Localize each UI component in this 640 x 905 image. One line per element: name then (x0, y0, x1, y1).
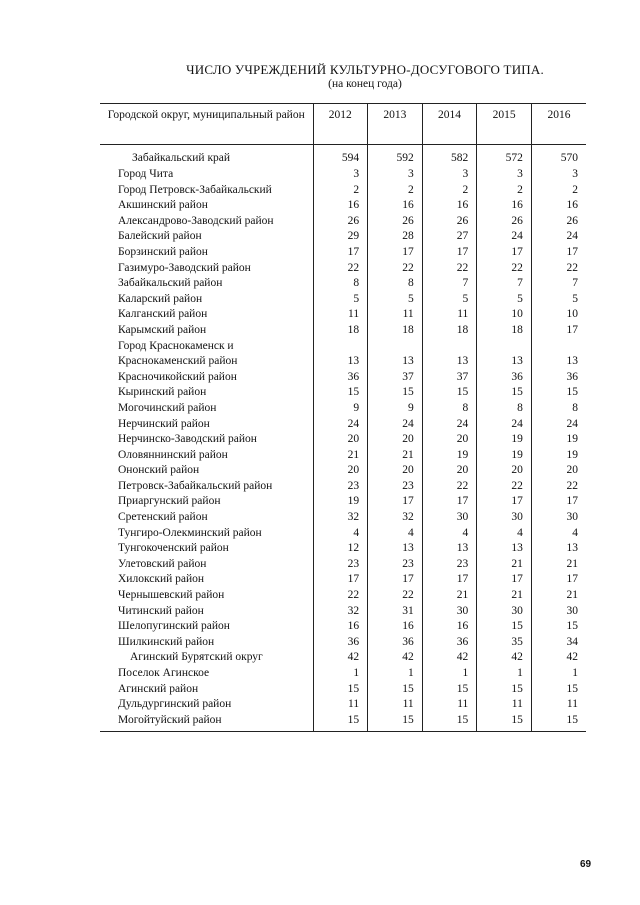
cell-value: 15 (477, 619, 532, 635)
row-label: Читинский район (118, 604, 204, 617)
cell-value: 15 (313, 713, 368, 732)
cell-value: 37 (422, 370, 477, 386)
row-label: Поселок Агинское (118, 667, 210, 679)
cell-value: 11 (422, 697, 477, 713)
cell-value: 3 (477, 167, 532, 183)
cell-value: 21 (313, 448, 368, 464)
cell-value: 4 (531, 526, 586, 542)
table-row (100, 385, 586, 401)
cell-value: 36 (313, 635, 368, 651)
cell-value: 42 (313, 650, 368, 666)
cell-value: 19 (477, 432, 532, 448)
row-label: Петровск-Забайкальский район (118, 479, 273, 492)
cell-value: 30 (477, 604, 532, 620)
cell-value: 7 (477, 276, 532, 292)
cell-value (422, 339, 477, 355)
cell-value: 36 (477, 370, 532, 386)
row-label: Дульдургинский район (118, 698, 232, 711)
cell-value: 26 (368, 214, 423, 230)
table-row (100, 198, 586, 214)
cell-value: 31 (368, 604, 423, 620)
cell-value: 15 (531, 385, 586, 401)
cell-value: 24 (477, 229, 532, 245)
cell-value: 9 (368, 401, 423, 417)
column-header-year: 2014 (422, 104, 477, 145)
cell-value: 16 (368, 198, 423, 214)
cell-value: 5 (531, 292, 586, 308)
cell-value: 36 (313, 370, 368, 386)
cell-value: 11 (531, 697, 586, 713)
cell-value: 1 (477, 666, 532, 682)
table-row (100, 183, 586, 199)
cell-value: 17 (477, 494, 532, 510)
cell-value: 19 (313, 494, 368, 510)
cell-value: 20 (531, 463, 586, 479)
cell-value: 16 (313, 198, 368, 214)
cell-value: 15 (422, 682, 477, 698)
cell-value: 20 (368, 432, 423, 448)
cell-value: 15 (313, 385, 368, 401)
cell-value: 28 (368, 229, 423, 245)
column-header-year: 2016 (531, 104, 586, 145)
cell-value: 17 (313, 572, 368, 588)
cell-value: 19 (531, 448, 586, 464)
cell-value: 34 (531, 635, 586, 651)
table-row (100, 666, 586, 682)
cell-value: 19 (531, 432, 586, 448)
table-row (100, 261, 586, 277)
cell-value: 24 (531, 417, 586, 433)
table-row (100, 292, 586, 308)
cell-value: 17 (422, 245, 477, 261)
cell-value: 21 (531, 557, 586, 573)
cell-value: 4 (477, 526, 532, 542)
cell-value: 26 (422, 214, 477, 230)
table-row (100, 145, 586, 168)
cell-value: 15 (313, 682, 368, 698)
row-label: Город Краснокаменск и (118, 339, 234, 352)
cell-value: 592 (368, 145, 423, 168)
cell-value: 30 (422, 510, 477, 526)
cell-value: 30 (422, 604, 477, 620)
cell-value: 21 (422, 588, 477, 604)
table-row (100, 354, 586, 370)
cell-value: 8 (313, 276, 368, 292)
cell-value: 22 (477, 261, 532, 277)
cell-value: 5 (313, 292, 368, 308)
cell-value: 18 (422, 323, 477, 339)
table-body (100, 145, 586, 732)
cell-value: 17 (531, 323, 586, 339)
row-label: Борзинский район (118, 245, 208, 258)
cell-value: 15 (477, 385, 532, 401)
cell-value: 23 (313, 557, 368, 573)
cell-value: 20 (313, 432, 368, 448)
table-row (100, 307, 586, 323)
table-row (100, 339, 586, 355)
cell-value: 17 (422, 494, 477, 510)
table-row (100, 541, 586, 557)
cell-value: 16 (422, 198, 477, 214)
cell-value: 22 (368, 588, 423, 604)
cell-value: 8 (531, 401, 586, 417)
table-row (100, 557, 586, 573)
page-title: ЧИСЛО УЧРЕЖДЕНИЙ КУЛЬТУРНО-ДОСУГОВОГО ТИПА. (186, 62, 544, 77)
row-label: Город Чита (118, 168, 174, 180)
table-row (100, 650, 586, 666)
cell-value: 36 (422, 635, 477, 651)
table-row (100, 463, 586, 479)
cell-value (313, 339, 368, 355)
row-label: Оловяннинский район (118, 448, 228, 461)
cell-value: 13 (477, 354, 532, 370)
row-label: Агинский Бурятский округ (130, 651, 263, 664)
cell-value: 18 (477, 323, 532, 339)
cell-value: 3 (313, 167, 368, 183)
cell-value: 16 (313, 619, 368, 635)
cell-value: 26 (531, 214, 586, 230)
cell-value: 13 (477, 541, 532, 557)
cell-value: 2 (531, 183, 586, 199)
cell-value: 15 (368, 713, 423, 732)
cell-value: 15 (531, 682, 586, 698)
cell-value: 20 (368, 463, 423, 479)
table-row (100, 494, 586, 510)
table-row (100, 245, 586, 261)
cell-value: 36 (368, 635, 423, 651)
cell-value (477, 339, 532, 355)
column-header-year: 2013 (368, 104, 423, 145)
cell-value: 21 (477, 588, 532, 604)
cell-value: 18 (368, 323, 423, 339)
cell-value: 582 (422, 145, 477, 168)
cell-value: 11 (368, 307, 423, 323)
cell-value: 11 (368, 697, 423, 713)
row-label: Нерчинский район (118, 417, 210, 430)
cell-value: 26 (477, 214, 532, 230)
cell-value: 13 (368, 354, 423, 370)
cell-value: 4 (313, 526, 368, 542)
cell-value: 11 (313, 697, 368, 713)
cell-value: 15 (531, 619, 586, 635)
cell-value: 3 (531, 167, 586, 183)
cell-value: 16 (531, 198, 586, 214)
row-label: Карымский район (118, 323, 207, 336)
column-header-year: 2015 (477, 104, 532, 145)
cell-value: 7 (531, 276, 586, 292)
row-label: Приаргунский район (118, 495, 221, 508)
cell-value: 22 (313, 588, 368, 604)
cell-value: 7 (422, 276, 477, 292)
cell-value: 42 (368, 650, 423, 666)
row-label: Шилкинский район (118, 635, 215, 648)
row-label: Шелопугинский район (118, 620, 230, 633)
cell-value: 22 (531, 261, 586, 277)
cell-value: 22 (477, 479, 532, 495)
cell-value: 30 (531, 510, 586, 526)
cell-value: 20 (313, 463, 368, 479)
cell-value: 13 (313, 354, 368, 370)
row-label: Нерчинско-Заводский район (118, 433, 257, 446)
cell-value: 1 (422, 666, 477, 682)
cell-value: 20 (422, 463, 477, 479)
cell-value: 22 (422, 479, 477, 495)
cell-value: 5 (422, 292, 477, 308)
table-row (100, 682, 586, 698)
table-row (100, 323, 586, 339)
table-row (100, 479, 586, 495)
cell-value: 17 (531, 494, 586, 510)
cell-value: 37 (368, 370, 423, 386)
row-label: Газимуро-Заводский район (118, 261, 251, 274)
table-row (100, 229, 586, 245)
cell-value: 24 (422, 417, 477, 433)
cell-value: 17 (368, 572, 423, 588)
cell-value: 15 (477, 682, 532, 698)
cell-value: 8 (422, 401, 477, 417)
cell-value: 15 (422, 713, 477, 732)
cell-value: 12 (313, 541, 368, 557)
row-label: Хилокский район (118, 573, 205, 586)
cell-value: 29 (313, 229, 368, 245)
cell-value: 24 (368, 417, 423, 433)
cell-value: 23 (422, 557, 477, 573)
cell-value: 21 (477, 557, 532, 573)
cell-value: 2 (368, 183, 423, 199)
cell-value (368, 339, 423, 355)
cell-value: 570 (531, 145, 586, 168)
cell-value: 18 (313, 323, 368, 339)
table-row (100, 276, 586, 292)
cell-value: 17 (313, 245, 368, 261)
cell-value: 19 (477, 448, 532, 464)
row-label: Калганский район (118, 308, 208, 321)
table-row (100, 572, 586, 588)
table-row (100, 526, 586, 542)
row-label: Могочинский район (118, 401, 217, 414)
cell-value: 30 (531, 604, 586, 620)
table-row (100, 214, 586, 230)
cell-value: 35 (477, 635, 532, 651)
cell-value: 19 (422, 448, 477, 464)
table-row (100, 432, 586, 448)
table-row (100, 401, 586, 417)
cell-value: 17 (422, 572, 477, 588)
table-row (100, 604, 586, 620)
row-label: Кыринский район (118, 386, 207, 399)
column-header-year: 2012 (313, 104, 368, 145)
row-label: Каларский район (118, 292, 203, 305)
table-row (100, 448, 586, 464)
cell-value: 15 (477, 713, 532, 732)
cell-value: 4 (422, 526, 477, 542)
row-label: Тунгиро-Олекминский район (118, 526, 262, 539)
cell-value: 22 (531, 479, 586, 495)
cell-value: 15 (422, 385, 477, 401)
row-label: Тунгокоченский район (118, 542, 229, 555)
cell-value: 2 (422, 183, 477, 199)
cell-value: 20 (477, 463, 532, 479)
cell-value: 17 (368, 494, 423, 510)
cell-value: 11 (313, 307, 368, 323)
row-label: Краснокаменский район (118, 355, 238, 368)
cell-value: 36 (531, 370, 586, 386)
cell-value: 2 (313, 183, 368, 199)
cell-value: 21 (368, 448, 423, 464)
row-label: Акшинский район (118, 199, 208, 212)
cell-value: 20 (422, 432, 477, 448)
cell-value: 10 (531, 307, 586, 323)
cell-value: 9 (313, 401, 368, 417)
cell-value: 5 (477, 292, 532, 308)
cell-value: 24 (531, 229, 586, 245)
cell-value: 23 (313, 479, 368, 495)
cell-value: 32 (368, 510, 423, 526)
cell-value: 17 (531, 245, 586, 261)
cell-value: 15 (368, 682, 423, 698)
row-label: Красночикойский район (118, 370, 237, 383)
row-label: Балейский район (118, 230, 202, 243)
cell-value: 1 (531, 666, 586, 682)
table-row (100, 713, 586, 732)
cell-value: 22 (422, 261, 477, 277)
table-row (100, 510, 586, 526)
cell-value: 15 (368, 385, 423, 401)
cell-value: 42 (422, 650, 477, 666)
cell-value: 11 (422, 307, 477, 323)
cell-value: 32 (313, 604, 368, 620)
table-header-row (100, 104, 586, 145)
cell-value: 42 (477, 650, 532, 666)
row-label: Могойтуйский район (100, 713, 313, 732)
table-row (100, 370, 586, 386)
cell-value: 24 (313, 417, 368, 433)
cell-value: 572 (477, 145, 532, 168)
cell-value: 8 (477, 401, 532, 417)
cell-value: 32 (313, 510, 368, 526)
cell-value: 13 (368, 541, 423, 557)
page-subtitle: (на конец года) (328, 78, 402, 90)
cell-value: 13 (531, 541, 586, 557)
statistics-table (100, 103, 586, 732)
table-row (100, 619, 586, 635)
cell-value: 17 (368, 245, 423, 261)
page-number: 69 (580, 859, 592, 870)
cell-value: 3 (422, 167, 477, 183)
row-label: Александрово-Заводский район (118, 214, 274, 227)
cell-value: 23 (368, 557, 423, 573)
cell-value: 1 (368, 666, 423, 682)
cell-value: 5 (368, 292, 423, 308)
cell-value: 4 (368, 526, 423, 542)
table-row (100, 635, 586, 651)
cell-value: 8 (368, 276, 423, 292)
cell-value: 22 (368, 261, 423, 277)
cell-value: 13 (531, 354, 586, 370)
cell-value: 26 (313, 214, 368, 230)
cell-value: 30 (477, 510, 532, 526)
cell-value: 2 (477, 183, 532, 199)
cell-value: 23 (368, 479, 423, 495)
row-label: Забайкальский район (118, 277, 223, 290)
cell-value: 27 (422, 229, 477, 245)
cell-value: 594 (313, 145, 368, 168)
cell-value: 3 (368, 167, 423, 183)
cell-value: 15 (531, 713, 586, 732)
row-label: Ононский район (118, 464, 200, 477)
row-label: Улетовский район (118, 557, 207, 570)
cell-value: 24 (477, 417, 532, 433)
row-label: Город Петровск-Забайкальский (118, 183, 272, 196)
cell-value: 22 (313, 261, 368, 277)
column-header-name: Городской округ, муниципальный район (100, 104, 313, 145)
table-row (100, 588, 586, 604)
row-label: Агинский район (118, 682, 199, 695)
cell-value: 16 (422, 619, 477, 635)
cell-value: 16 (477, 198, 532, 214)
row-label: Чернышевский район (118, 589, 225, 602)
cell-value: 21 (531, 588, 586, 604)
row-label: Забайкальский край (132, 152, 231, 164)
cell-value: 10 (477, 307, 532, 323)
row-label: Сретенский район (118, 511, 208, 524)
cell-value: 11 (477, 697, 532, 713)
cell-value: 17 (477, 245, 532, 261)
cell-value: 17 (477, 572, 532, 588)
table-row (100, 167, 586, 183)
table-row (100, 697, 586, 713)
cell-value: 42 (531, 650, 586, 666)
cell-value: 13 (422, 541, 477, 557)
cell-value: 17 (531, 572, 586, 588)
table-row (100, 417, 586, 433)
cell-value: 13 (422, 354, 477, 370)
cell-value: 16 (368, 619, 423, 635)
cell-value (531, 339, 586, 355)
cell-value: 1 (313, 666, 368, 682)
